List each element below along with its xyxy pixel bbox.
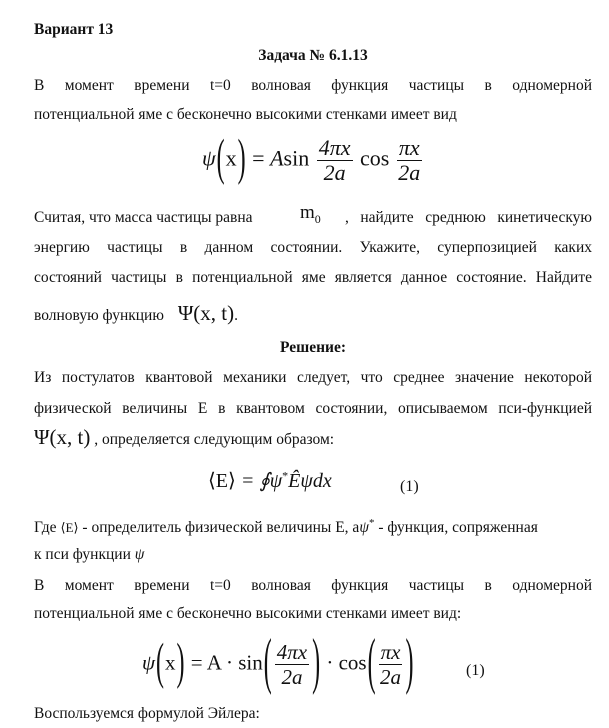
eq2-amplitude: A <box>206 650 221 675</box>
statement-line-3a <box>34 208 253 228</box>
psi-star: ψ <box>359 519 369 537</box>
eq2-sin: sin <box>238 650 263 675</box>
solution-line-7: потенциальной яме с бесконечно высокими стенками имеет вид: <box>34 605 462 622</box>
cos-func: cos <box>360 145 390 171</box>
mass-symbol <box>300 202 321 227</box>
psi-symbol: ψ <box>202 145 216 171</box>
eq2-cos: cos <box>338 650 367 675</box>
frac2-num: πx <box>398 135 420 160</box>
equation-wavefunction: ψ(x) = Asin $\frac{4\pi x}{2a}$ cos $\frac{\pi x}{2a}$ <box>202 132 421 187</box>
solution-line-6: В момент времени t=0 волновая функция частицы в одномерной <box>34 577 592 594</box>
eq2-frac1-num: 4πx <box>276 640 308 664</box>
where-b: - определитель физической величины E, а <box>82 519 360 537</box>
statement-line-5: состояний частицы в потенциальной яме является данное состояние. Найдите <box>34 269 592 286</box>
expectation-star: * <box>282 468 289 483</box>
expectation-tail: ψdx <box>300 470 332 492</box>
line5-text: к пси функции <box>34 546 131 563</box>
expectation-lhs: ⟨E⟩ <box>208 470 236 492</box>
eq-arg: x <box>225 145 237 171</box>
frac2-den: 2a <box>398 160 421 185</box>
expectation-operator: Ê <box>288 470 301 492</box>
frac1-den: 2a <box>323 160 346 185</box>
solution-euler-line: Воспользуемся формулой Эйлера: <box>34 705 260 722</box>
frac1-num: 4πx <box>318 135 351 160</box>
line6-end: . <box>234 307 239 324</box>
variant-title: Вариант 13 <box>34 21 114 38</box>
Psi-symbol: Ψ(x, t) <box>177 301 235 325</box>
eq2-frac2-num: πx <box>380 640 401 664</box>
solution-line-1: Из постулатов квантовой механики следует, что среднее значение некоторой <box>34 369 592 386</box>
sin-func: sin <box>283 145 310 171</box>
equation-expectation <box>208 468 332 493</box>
solution-line-2: физической величины E в квантовом состоянии, описываемом пси-функцией <box>34 400 592 417</box>
statement-line-1: В момент времени t=0 волновая функция частицы в одномерной <box>34 77 592 94</box>
solution-Psi-symbol: Ψ(x, t) <box>34 425 91 449</box>
statement-line-2: потенциальной яме с бесконечно высокими стенками имеет вид <box>34 106 457 123</box>
problem-title: Задача № 6.1.13 <box>258 47 368 64</box>
eq2-arg: x <box>165 650 176 675</box>
amplitude: A <box>270 145 284 171</box>
psi-symbol-small: ψ <box>134 546 145 563</box>
solution-line-5 <box>34 545 592 565</box>
mass-letter: m <box>300 202 315 223</box>
solution-where-line <box>34 513 592 538</box>
where-c: - функция, сопряженная <box>378 519 538 537</box>
where-a: Где <box>34 519 57 537</box>
eq2-frac2-den: 2a <box>380 665 402 689</box>
mass-sub: 0 <box>314 211 321 226</box>
solution-heading: Решение: <box>279 339 346 356</box>
statement-line-6 <box>34 303 592 326</box>
statement-line-4: энергию частицы в данном состоянии. Укажите, суперпозицией каких <box>34 239 592 256</box>
psi-star-sup: * <box>368 517 375 529</box>
eq2-psi: ψ <box>142 650 156 675</box>
equation-number-2: (1) <box>466 662 485 679</box>
statement-line-3b: , найдите среднюю кинетическую <box>345 209 592 226</box>
solution-line3-text: , определяется следующим образом: <box>94 431 335 448</box>
eq2-dot-2: · <box>326 650 334 675</box>
equation-wavefunction-2: ψ(x) = A · sin( $\frac{4\pi x}{2a}$ ) · cos( $\frac{\pi x}{2a}$ ) <box>142 629 414 697</box>
expectation-rhs: = ∮ψ <box>240 470 283 492</box>
equation-number-1: (1) <box>400 478 419 495</box>
line6-text: волновую функцию <box>34 307 164 324</box>
solution-line-3 <box>34 427 592 450</box>
eq2-frac1-den: 2a <box>281 665 303 689</box>
eq2-dot-1: · <box>226 650 233 675</box>
line3a-text: Считая, что масса частицы равна <box>34 209 253 226</box>
where-symbol: ⟨E⟩ <box>60 520 79 536</box>
